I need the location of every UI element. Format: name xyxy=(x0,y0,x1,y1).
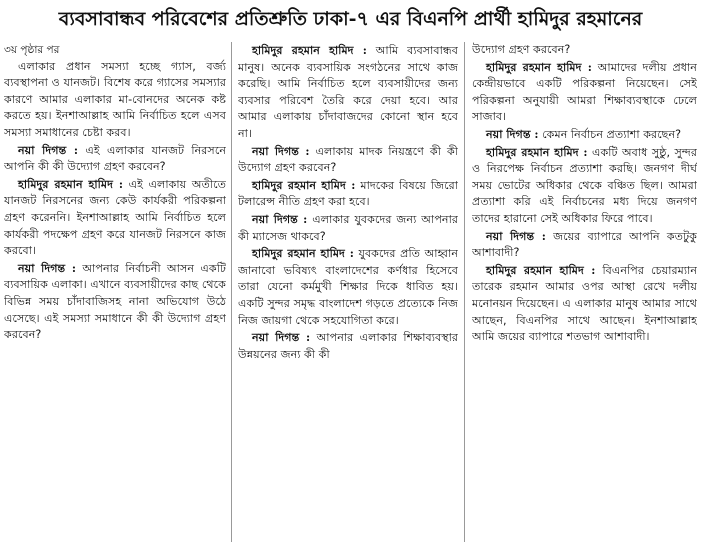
text-paragraph xyxy=(4,59,226,142)
paragraph-text: কেমন নির্বাচন প্রত্যাশা করছেন? xyxy=(542,127,682,141)
paragraph-text: আপনার এলাকার শিক্ষাব্যবস্থার উন্নয়নের জন্য কী কী xyxy=(238,331,458,361)
qa-paragraph xyxy=(472,262,697,346)
speaker-label: নয়া দিগন্ত : xyxy=(252,211,308,226)
qa-paragraph xyxy=(472,228,697,262)
article-column-2 xyxy=(238,42,458,542)
article-column-1 xyxy=(4,42,226,542)
paragraph-text: এলাকায় মাদক নিয়ন্ত্রণে কী কী উদ্যোগ গ্রহণ করবেন? xyxy=(238,144,458,175)
paragraph-text: এই এলাকায় অতীতে যানজট নিরসনের জন্য কেউ কার্যকরী পরিকল্পনা গ্রহণ করেননি। ইনশাআল্লাহ আমি নির্বাচিত হলে কার্যকরী পদক্ষেপ গ্রহণ করে যানজট নিরসনে কাজ করবো। xyxy=(4,177,226,258)
speaker-label: হামিদুর রহমান হামিদ : xyxy=(486,144,588,159)
speaker-label: হামিদুর রহমান হামিদ : xyxy=(252,43,367,57)
speaker-label: হামিদুর রহমান হামিদ : xyxy=(486,262,596,277)
text-paragraph xyxy=(4,42,226,59)
qa-paragraph xyxy=(4,260,226,344)
speaker-label: নয়া দিগন্ত : xyxy=(252,330,311,345)
qa-paragraph xyxy=(238,177,458,211)
qa-paragraph xyxy=(238,143,458,177)
speaker-label: হামিদুর রহমান হামিদ : xyxy=(252,177,356,192)
paragraph-text: বিএনপির চেয়ারম্যান তারেক রহমান আমার ওপর আস্থা রেখে দলীয় মনোনয়ন দিয়েছেন। এ এলাকার মানুষ আমার সাথে আছেন, বিএনপির সাথে আছেন। ইনশাআল্লাহ আমি জয়ের ব্যাপারে শতভাগ আশাবাদী। xyxy=(472,263,697,344)
qa-paragraph xyxy=(472,144,697,228)
speaker-label: নয়া দিগন্ত : xyxy=(486,228,546,243)
paragraph-text: একটি অবাধ সুষ্ঠু, সুন্দর ও নিরপেক্ষ নির্বাচন প্রত্যাশা করছি। জনগণ দীর্ঘ সময় ভোটের অধিকার থেকে বঞ্চিত ছিল। আমরা প্রত্যাশা করি এই নির্বাচনের মধ্য দিয়ে জনগণ তাদের হারানো সেই অধিকার ফিরে পাবে। xyxy=(472,145,697,225)
speaker-label: নয়া দিগন্ত : xyxy=(252,143,310,158)
qa-paragraph xyxy=(238,245,458,329)
speaker-label: নয়া দিগন্ত : xyxy=(486,126,539,141)
qa-paragraph xyxy=(472,126,697,144)
speaker-label: নয়া দিগন্ত : xyxy=(18,142,79,157)
speaker-label: হামিদুর রহমান হামিদ : xyxy=(486,59,592,74)
headline: ব্যবসাবান্ধব পরিবেশের প্রতিশ্রুতি ঢাকা-৭ এর বিএনপি প্রার্থী হামিদুর রহমানের xyxy=(58,8,643,30)
paragraph-text: উদ্যোগ গ্রহণ করবেন? xyxy=(472,43,571,56)
qa-paragraph xyxy=(238,42,458,143)
qa-paragraph xyxy=(472,59,697,126)
speaker-label: হামিদুর রহমান হামিদ : xyxy=(252,246,354,261)
qa-paragraph xyxy=(4,142,226,176)
paragraph-text: এই এলাকার যানজট নিরসনে আপনি কী কী উদ্যোগ গ্রহণ করবেন? xyxy=(4,143,226,174)
paragraph-text: আমাদের দলীয় প্রধান কেন্দ্রীয়ভাবে একটি পরিকল্পনা নিয়েছেন। সেই পরিকল্পনা অনুযায়ী আমরা শিক্ষাব্যবস্থাকে ঢেলে সাজাব। xyxy=(472,60,697,124)
paragraph-text: এলাকার প্রধান সমস্যা হচ্ছে গ্যাস, বর্জ্য ব্যবস্থাপনা ও যানজট। বিশেষ করে গ্যাসের সমস্যার কারণে আমার এলাকার মা-বোনদের অনেক কষ্ট করতে হয়। ইনশাআল্লাহ আমি নির্বাচিত হলে এসব সমস্যা সমাধানের চেষ্টা করব। xyxy=(4,59,226,139)
speaker-label: হামিদুর রহমান হামিদ : xyxy=(18,176,124,191)
speaker-label: নয়া দিগন্ত : xyxy=(18,260,77,275)
qa-paragraph xyxy=(238,329,458,363)
paragraph-text: আপনার নির্বাচনী আসন একটি ব্যবসায়িক এলাকা। এখানে ব্যবসায়ীদের কাছ থেকে বিভিন্ন সময় চাঁদাবাজিসহ নানা অভিযোগ উঠে এসেছে। এই সমস্যা সমাধানে কী কী উদ্যোগ গ্রহণ করবেন? xyxy=(4,261,226,342)
paragraph-text: মাদকের বিষয়ে জিরো টলারেন্স নীতি গ্রহণ করা হবে। xyxy=(238,178,458,209)
column-rule xyxy=(464,42,465,542)
qa-paragraph xyxy=(4,176,226,260)
qa-paragraph xyxy=(238,211,458,245)
text-paragraph xyxy=(472,42,697,59)
paragraph-text: জয়ের ব্যাপারে আপনি কতটুকু আশাবাদী? xyxy=(472,229,697,260)
column-rule xyxy=(231,42,232,542)
paragraph-text: আমি ব্যবসাবান্ধব মানুষ। অনেক ব্যবসায়িক সংগঠনের সাথে কাজ করেছি। আমি নির্বাচিত হলে ব্যবসায়ীদের জন্য ব্যবসার পরিবেশ তৈরি করে দেয়া হবে। আর আমার এলাকায় চাঁদাবাজদের কোনো স্থান হবে না। xyxy=(238,44,458,140)
paragraph-text: ৩য় পৃষ্ঠার পর xyxy=(4,44,60,56)
paragraph-text: যুবকদের প্রতি আহ্বান জানাবো ভবিষ্যৎ বাংলাদেশের কর্ণধার হিসেবে তারা যেনো কর্মমুখী শিক্ষার দিকে ধাবিত হয়। একটি সুন্দর সমৃদ্ধ বাংলাদেশ গড়তে প্রত্যেকে নিজ নিজ জায়গা থেকে সহযোগিতা করে। xyxy=(238,247,458,327)
article-column-3 xyxy=(472,42,697,542)
paragraph-text: এলাকার যুবকদের জন্য আপনার কী ম্যাসেজ থাকবে? xyxy=(238,212,458,243)
